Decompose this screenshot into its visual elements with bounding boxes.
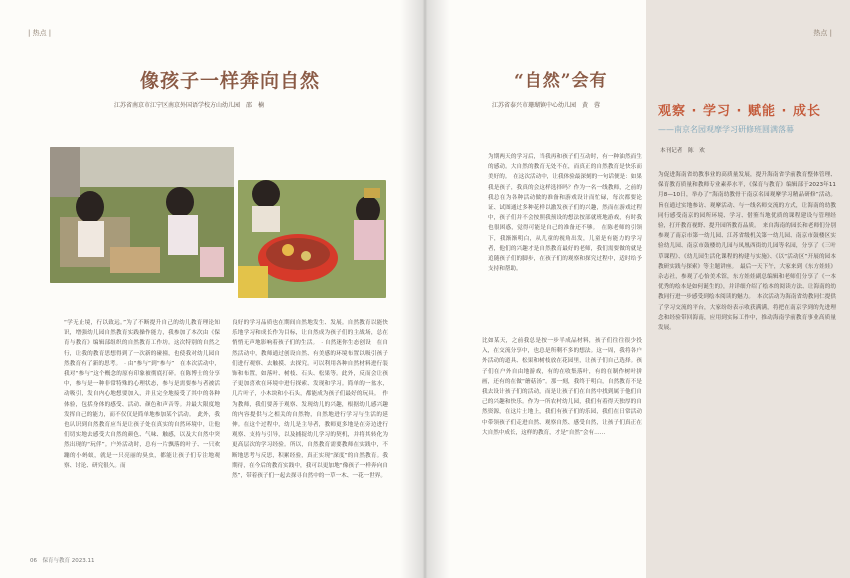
left-article-column-1: “学无止境，行以致远。”为了不断提升自己的幼儿教育理论知识，增强幼儿园自然教育实践操作能力，我参加了本次由《保育与教育》编辑部组织的自然教育工作坊。这次特别的自然之行，让我的教育思想得到了一次新的碰撞，也使我对幼儿园自然教育有了新的思考。 · 由“参与”到“参与” 在本次活动中，我对“参与”这个概念的原有印象被彻底打碎。在陈博士的分享中，参与是一种非常特殊的心理状态，参与是需要参与者被活动吸引，发自内心地想要加入，并且完全地接受了其中的各种体验，包括身体的感受、活动、颜色和声音等。并最大限度地发挥自己的能力，而不仅仅是简单地参加某个活动。 此外，我也认识到自然教育应当是让孩子处在真实的自然环境中，让他们切实地去感受大自然的颜色、气味、触感，以及大自然中突然出现的“玩伴”。户外活动时，总有一片飘落的叶子、一只欢蹦的小蚂蚁，就是一只亮丽的臭虫，都能让孩子们专注地观察、讨论、研究很久。而 [64, 320, 220, 469]
article-title: 像孩子一样奔向自然 [140, 70, 321, 92]
section-tag: | 热点 | [28, 29, 52, 37]
article-byline: 江苏省南京市江宁区南京外国语学校方山幼儿园 邵 楠 [114, 102, 265, 109]
sidebar-subtitle: ——南京名园观摩学习研修班圆满落幕 [658, 125, 794, 134]
sidebar-title: 观察 · 学习 · 赋能 · 成长 [658, 104, 821, 119]
sidebar-reporter: 本刊记者 陈 欢 [660, 148, 705, 154]
right-article-column-2: 比如某天，之前我总是按一步半成品材料，孩子们往往很少投入，在交流分享中，也总是所剩不多的想法。这一周，我将各户外活动的道具、松果和树枝放在花园里，让孩子们自己选择。孩子们在户外自由地游戏，有的在收集落叶，有的在制作树叶拼画，还有的在做“蘑菇汤”。那一刻，我终于明白，自然教育不是我去设计孩子们的活动，而是让孩子们在自然中找到属于他们自己的兴趣和快乐。作为一所农村幼儿园，我们有着得天独厚的自然资源，在这片土地上，我们有孩子们的乐园，我们在日常活动中带领孩子们走进自然、观察自然、感受自然，让孩子们真正在大自然中成长，这样的教育，才是“自然”会有…… [482, 336, 642, 546]
left-article-column-2: 良好的学习品质也在期间自然地发生、发展。自然教育以能快乐地学习和成长作为目标，让自然成为孩子们的主战场，总在悄悄无声地影响着孩子们的生活。 · 自然迷你生态创设 在自然活动中，教师通过创设自然、有美感的环境布置以吸引孩子们进行观察、去触摸、去探究。可以利用各种自然材料进行装饰和布置，如落叶、树枝、石头、松果等。此外，反而会让孩子更加喜欢在环境中进行探索、发现和学习。简单的一盆水，几片叶子，小木块和小石头，都能成为孩子们最好的玩具。 作为教师，我们要善于观察、发现幼儿的兴趣，根据幼儿感兴趣的内容提供与之相关的自然物，自然地进行学习与生活的延伸。在这个过程中，幼儿是主导者，教师更多地是在旁边进行观察、支持与引导，以及捕捉幼儿学习的契机，并将其转化为更高层次的学习经验。所以，自然教育需要教师在实践中，不断地思考与反思，积累经验，真正实现“深度”的自然教育。我期待，在今后的教育实践中，我可以更加地“像孩子一样奔向自然”，带着孩子们一起去探寻自然中的一草一木、一花一世界。 [232, 320, 388, 480]
photo-children-playing [50, 147, 234, 283]
photo-children-playing-image [50, 147, 234, 283]
section-tag-right: 热点 | [813, 29, 832, 37]
sidebar-body: 为促进海南省幼教事业的高质量发展，提升海南省学前教育整体管理、保育教育质量和教师专业素养水平，《保育与教育》编辑部于2023年11月8—10日，举办了“海南幼教骨干南京名园观摩学习精品研修”活动。旨在通过实地参访、观摩活动、与一线名师交流的方式，让海南的幼教同行感受南京的园所环境、学习、借鉴当地优质的课程建设与管理经验，打开教育视野、提升园所教育品质。 来自海南的园长和老师们分别参观了南京市第一幼儿园、江苏省级机关第一幼儿园、南京市鼓楼区实验幼儿园、南京市鼓楼幼儿园与凤凰西街幼儿园等名园，分享了《三叶草课程》、《幼儿园生活化课程的构建与实施》、《以“活动区”开展的园本教研实践与探索》等主题讲座。 最后一天下午，大家来到《东方娃娃》杂志社，参观了心怡美术馆，东方娃娃副总编辑和老师们分享了《一本优秀的绘本是如何诞生的》，并详细介绍了绘本的阅读方法、让海南的幼教同行进一步感受到绘本阅读的魅力。 本次活动为海南省幼教同仁提供了学习交流的平台，大家纷纷表示收获满满，将把在南京学到的先进理念和经验带回海南，应用到实际工作中，推动海南学前教育事业高质量发展。 [658, 172, 836, 332]
left-page [0, 0, 424, 578]
right-article-column-1: 为期两天的学习后，当我再和孩子们互动时，有一种油然而生的感动。大自然的教育无处不在，而真正的自然教育是快乐而美好的。 在这次活动中，让我体验最深刻的一句话便是：如果我是孩子，我真的会这样选择吗？作为一名一线教师，之前的我总在为各种活动做的准备和游戏设计而忙碌，每次都要论证、试图通过多种花样以激发孩子们的兴趣，然而在游戏过程中，孩子们并不会按照我预设的想法按部就班地游戏，有时我也很困惑，觉得可能是自己的准备还不够。 在陈老师的引领下，我渐渐明白，从儿童的视角出发，儿童是有能力的学习者，他们的兴趣才是自然教育最好的老师，我们需要做的就是追随孩子们的脚步，在孩子们的观察和探究过程中，适时给予支持和帮助。 [488, 154, 642, 273]
photo-water-bowl [238, 180, 386, 298]
left-folio: 06 保育与教育 2023.11 [30, 558, 95, 564]
article-title-2: “自然”会有 [514, 71, 608, 91]
photo-water-bowl-image [238, 180, 386, 298]
article-byline-2: 江苏省泰兴市珊瑚镇中心幼儿园 黄 蓉 [492, 102, 601, 109]
sidebar-panel [646, 0, 850, 578]
